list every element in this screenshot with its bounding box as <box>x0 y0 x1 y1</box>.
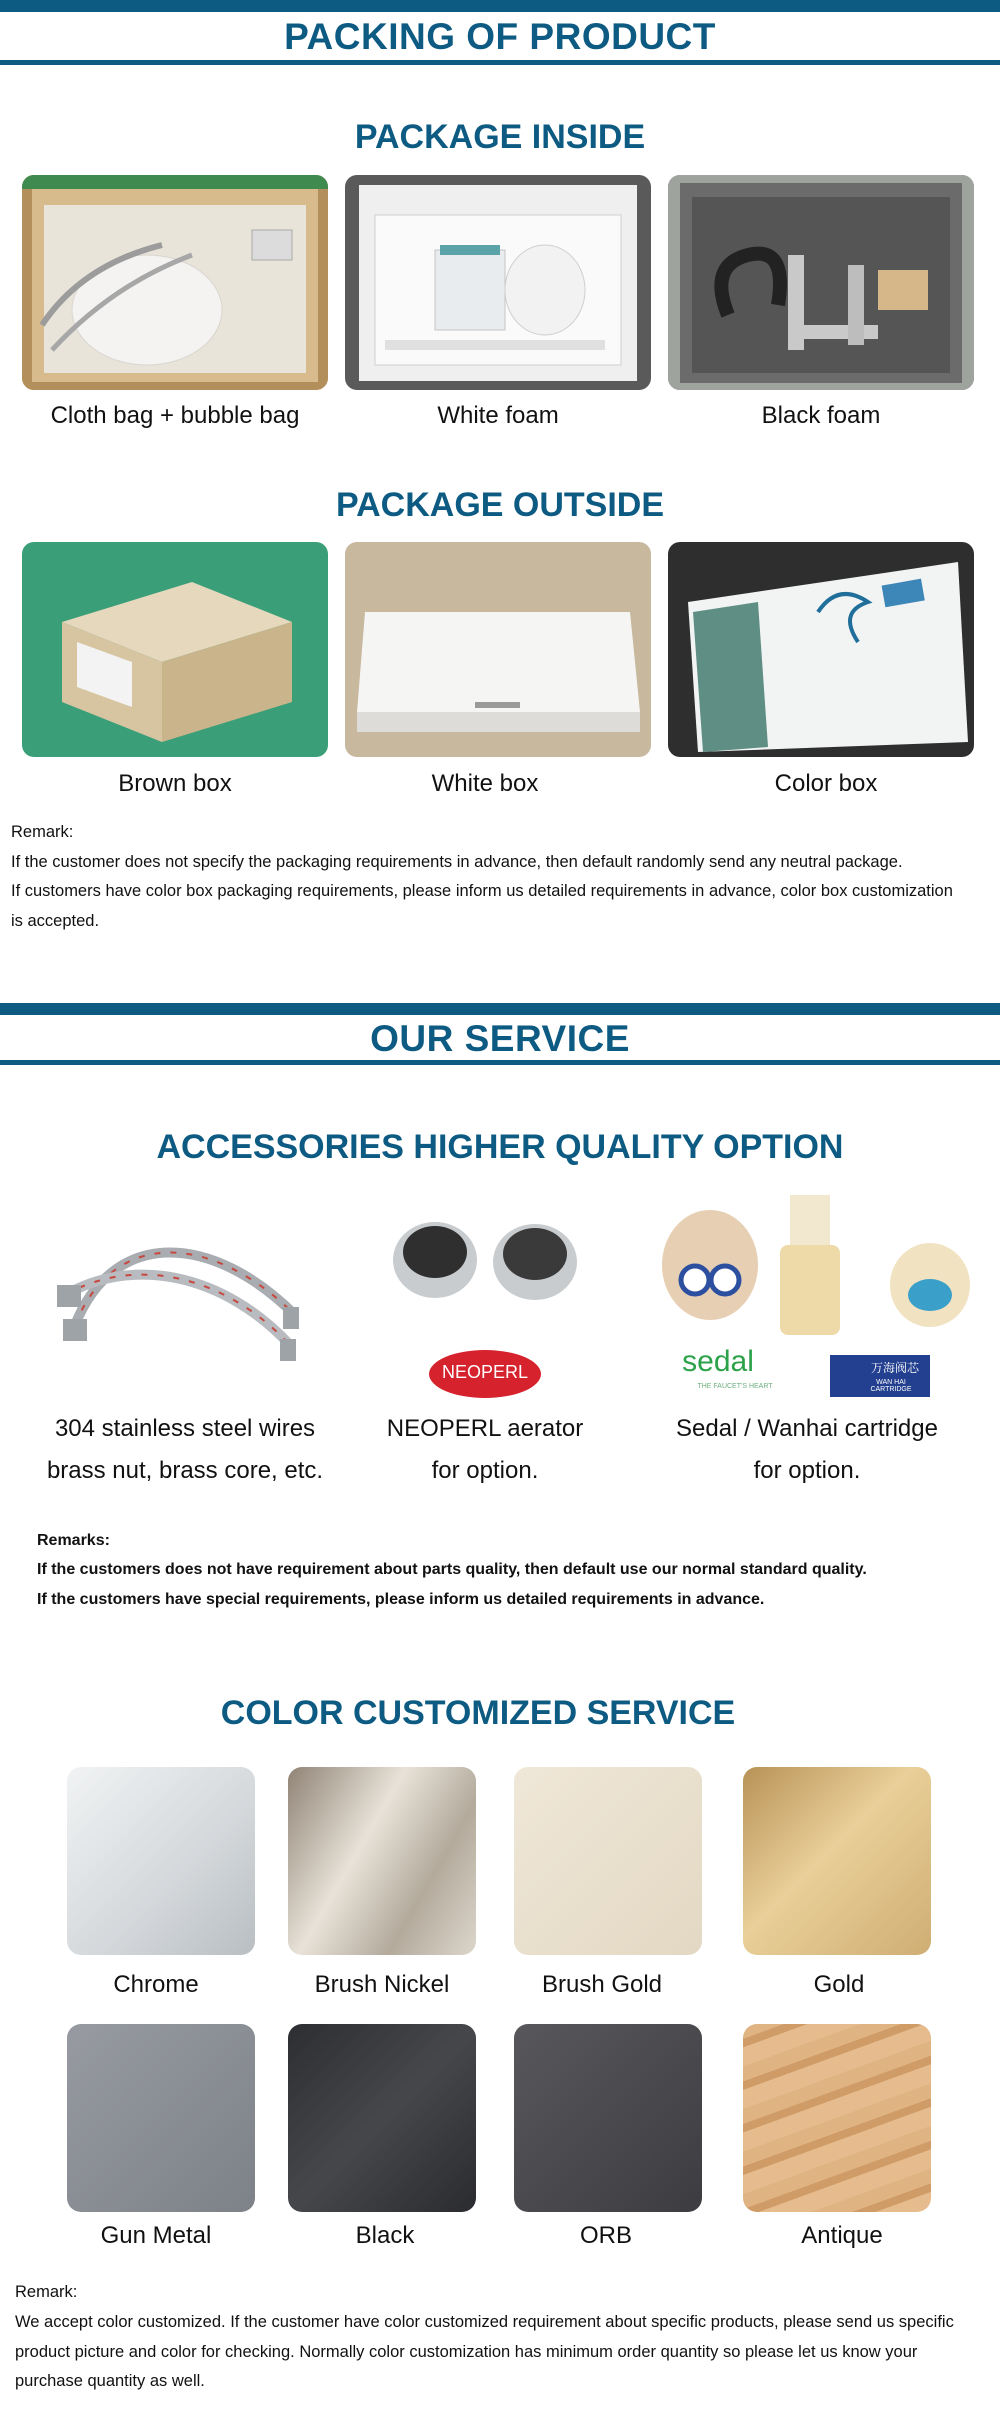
service-remarks-line: If the customers have special requirements, please inform us detailed requirements in advance. <box>37 1591 765 1608</box>
swatch-chrome <box>67 1767 255 1955</box>
inside-caption-3: Black foam <box>761 402 881 429</box>
color-label-black: Black <box>355 2222 415 2249</box>
inside-caption-2: White foam <box>437 402 559 429</box>
swatch-gold <box>743 1767 931 1955</box>
color-label-antique: Antique <box>801 2222 883 2249</box>
accessory-line: for option. <box>431 1457 539 1484</box>
packing-remark-line: is accepted. <box>11 912 100 930</box>
brown-box-photo <box>22 542 328 757</box>
color-label-chrome: Chrome <box>113 1971 199 1998</box>
swatch-brush-nickel <box>288 1767 476 1955</box>
color-box-photo <box>668 542 974 757</box>
service-remarks-line: If the customers does not have requirement about parts quality, then default use our normal standard quality. <box>37 1561 867 1578</box>
packing-remark-line: If the customer does not specify the packaging requirements in advance, then default randomly send any neutral package. <box>11 853 903 871</box>
accessory-line: Sedal / Wanhai cartridge <box>676 1415 938 1442</box>
accessory-line: 304 stainless steel wires <box>54 1415 316 1442</box>
outside-caption-1: Brown box <box>118 770 232 797</box>
color-label-brush-gold: Brush Gold <box>541 1971 663 1998</box>
color-label-gold: Gold <box>813 1971 865 1998</box>
accessory-caption-1 <box>25 1408 345 1492</box>
color-label-brush-nickel: Brush Nickel <box>314 1971 450 1998</box>
white-box-photo <box>345 542 651 757</box>
service-remarks-label: Remarks: <box>37 1532 110 1549</box>
swatch-gun-metal <box>67 2024 255 2212</box>
cartridges-image <box>640 1185 980 1405</box>
outside-caption-2: White box <box>431 770 539 797</box>
swatch-antique <box>743 2024 931 2212</box>
inside-caption-1: Cloth bag + bubble bag <box>50 402 300 429</box>
package-inside-title: PACKAGE INSIDE <box>354 118 646 156</box>
black-foam-photo <box>668 175 974 390</box>
hoses-image <box>55 1215 315 1365</box>
sedal-tagline: THE FAUCET'S HEART <box>697 1383 773 1390</box>
color-label-gun-metal: Gun Metal <box>100 2222 212 2249</box>
swatch-orb <box>514 2024 702 2212</box>
outside-caption-3: Color box <box>774 770 878 797</box>
service-underline <box>0 1060 1000 1065</box>
accessory-line: brass nut, brass core, etc. <box>46 1457 324 1484</box>
accessories-title: ACCESSORIES HIGHER QUALITY OPTION <box>156 1128 844 1166</box>
cloth-bag-photo <box>22 175 328 390</box>
wanhai-logo: 万海阀芯 <box>870 1361 919 1375</box>
swatch-brush-gold <box>514 1767 702 1955</box>
packing-remark-label: Remark: <box>11 823 74 841</box>
neoperl-logo: NEOPERL <box>441 1362 529 1382</box>
accessory-line: NEOPERL aerator <box>386 1415 584 1442</box>
packing-title: PACKING OF PRODUCT <box>284 16 716 57</box>
color-remark-label: Remark: <box>15 2283 78 2301</box>
color-remark-line: purchase quantity as well. <box>15 2372 205 2390</box>
accessory-caption-3 <box>647 1408 967 1492</box>
packing-remark-line: If customers have color box packaging requirements, please inform us detailed requirements in advance, color box customization <box>11 882 953 900</box>
title-underline <box>0 60 1000 65</box>
aerators-image <box>385 1200 595 1400</box>
color-label-orb: ORB <box>579 2222 632 2249</box>
package-outside-title: PACKAGE OUTSIDE <box>335 486 665 524</box>
service-title: OUR SERVICE <box>370 1018 630 1059</box>
color-remark-line: We accept color customized. If the customer have color customized requirement about specific products, please send us specific <box>15 2313 954 2331</box>
wanhai-sub: WAN HAI CARTRIDGE <box>870 1379 912 1393</box>
white-foam-photo <box>345 175 651 390</box>
service-top-band <box>0 1003 1000 1015</box>
color-service-title: COLOR CUSTOMIZED SERVICE <box>220 1694 736 1732</box>
accessory-line: for option. <box>753 1457 861 1484</box>
color-remark-line: product picture and color for checking. Normally color customization has minimum order quantity so please let us know your <box>15 2343 918 2361</box>
swatch-black <box>288 2024 476 2212</box>
accessory-caption-2 <box>325 1408 645 1492</box>
sedal-logo: sedal <box>682 1345 754 1378</box>
top-band <box>0 0 1000 12</box>
